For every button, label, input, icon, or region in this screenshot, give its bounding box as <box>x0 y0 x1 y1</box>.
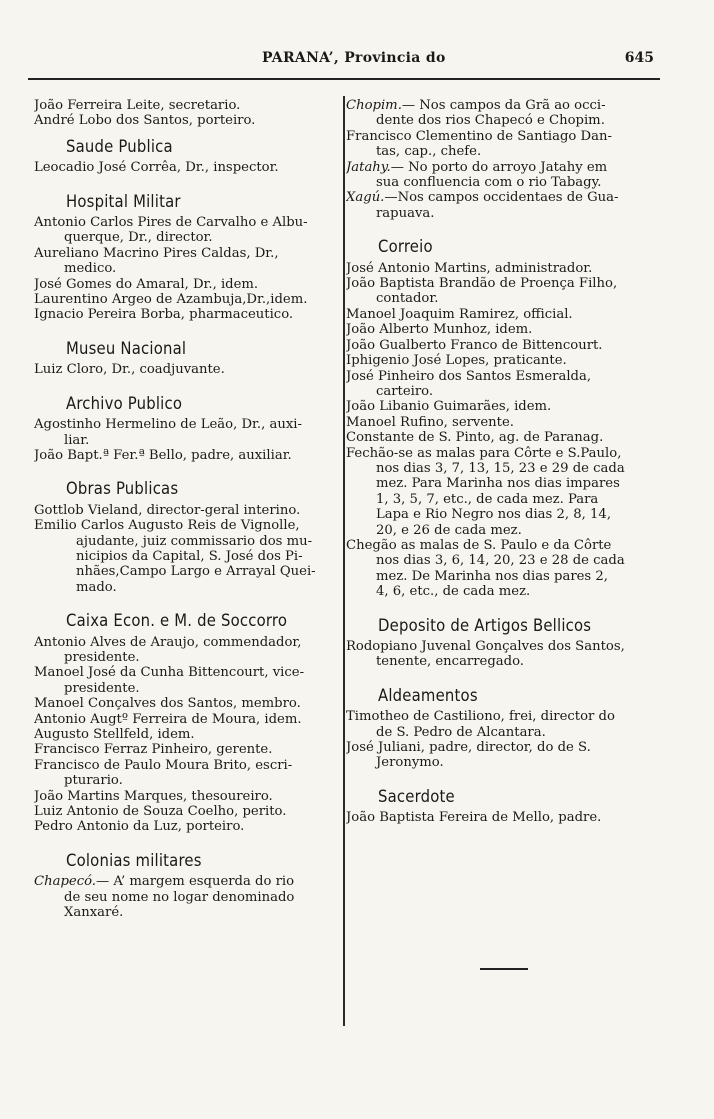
text-line: Francisco de Paulo Moura Brito, escri- <box>34 757 293 773</box>
text-line: Manoel Joaquim Ramirez, official. <box>346 306 573 322</box>
text-line: Emilio Carlos Augusto Reis de Vignolle, <box>34 518 300 534</box>
text-line <box>34 874 336 889</box>
text-line: tenente, encarregado. <box>376 654 524 670</box>
text-line: nos dias 3, 7, 13, 15, 23 e 29 de cada <box>376 460 625 476</box>
header-rule <box>28 78 660 80</box>
end-rule <box>480 968 528 970</box>
text-line: presidente. <box>64 649 140 665</box>
place-description: — No porto do arroyo Jatahy em <box>390 159 608 175</box>
text-line: Chegão as malas de S. Paulo e da Côrte <box>346 537 612 553</box>
place-description: — Nos campos da Grã ao occi- <box>401 98 606 113</box>
text-line: Pedro Antonio da Luz, porteiro. <box>34 819 245 835</box>
text-line: mez. De Marinha nos dias pares 2, <box>376 568 608 584</box>
section-heading: Caixa Econ. e M. de Soccorro <box>66 611 288 631</box>
text-line: de S. Pedro de Alcantara. <box>376 724 546 740</box>
text-line: 20, e 26 de cada mez. <box>376 522 522 538</box>
text-line: José Antonio Martins, administrador. <box>346 260 593 276</box>
text-line: 4, 6, etc., de cada mez. <box>376 584 531 600</box>
text-line: José Gomes do Amaral, Dr., idem. <box>34 276 259 292</box>
text-line: ajudante, juiz commissario dos mu- <box>76 533 313 549</box>
right-column <box>346 98 658 826</box>
text-line: Luiz Cloro, Dr., coadjuvante. <box>34 362 225 378</box>
text-line: sua confluencia com o rio Tabagy. <box>376 175 602 191</box>
text-line: Manoel Conçalves dos Santos, membro. <box>34 696 301 712</box>
text-line: João Martins Marques, thesoureiro. <box>34 788 273 804</box>
text-line <box>346 98 658 113</box>
text-line: Antonio Alves de Araujo, commendador, <box>34 634 302 650</box>
text-line: nicipios da Capital, S. José dos Pi- <box>76 548 303 564</box>
text-line: mado. <box>76 579 117 595</box>
place-name: Jatahy. <box>346 159 391 175</box>
text-line: Iphigenio José Lopes, praticante. <box>346 353 567 369</box>
text-line: Francisco Ferraz Pinheiro, gerente. <box>34 742 273 758</box>
text-line: Augusto Stellfeld, idem. <box>34 727 195 742</box>
text-line: nos dias 3, 6, 14, 20, 23 e 28 de cada <box>376 553 625 569</box>
section-heading: Colonias militares <box>66 850 202 870</box>
text-line: João Bapt.ª Fer.ª Bello, padre, auxiliar. <box>34 447 292 463</box>
text-line: Antonio Augtº Ferreira de Moura, idem. <box>34 711 302 727</box>
section-heading: Archivo Publico <box>66 393 183 413</box>
text-line: Aureliano Macrino Pires Caldas, Dr., <box>34 245 279 261</box>
section-heading: Deposito de Artigos Bellicos <box>378 615 592 635</box>
text-line: Luiz Antonio de Souza Coelho, perito. <box>34 804 287 820</box>
left-column <box>34 98 336 920</box>
text-line: Xanxaré. <box>64 905 124 921</box>
text-line: Rodopiano Juvenal Gonçalves dos Santos, <box>346 639 625 654</box>
text-line: pturario. <box>64 773 123 789</box>
section-heading: Hospital Militar <box>66 191 181 211</box>
text-line: Laurentino Argeo de Azambuja,Dr.,idem. <box>34 292 308 308</box>
section-heading: Sacerdote <box>378 786 455 806</box>
text-line: José Juliani, padre, director, do de S. <box>346 740 591 756</box>
text-line: José Pinheiro dos Santos Esmeralda, <box>346 368 592 384</box>
text-line: tas, cap., chefe. <box>376 144 482 160</box>
section-heading: Saude Publica <box>66 136 173 156</box>
page-title: PARANA’, Provincia do <box>262 50 446 66</box>
text-line: contador. <box>376 291 439 307</box>
section-heading: Museu Nacional <box>66 338 187 358</box>
text-line: de seu nome no logar denominado <box>64 889 295 905</box>
text-line: rapuava. <box>376 205 435 221</box>
column-divider <box>343 96 345 1026</box>
text-line: André Lobo dos Santos, porteiro. <box>34 113 256 129</box>
text-line: João Gualberto Franco de Bittencourt. <box>346 337 603 353</box>
text-line: presidente. <box>64 680 140 696</box>
text-line <box>346 160 658 175</box>
text-line: Gottlob Vieland, director-geral interino. <box>34 502 301 518</box>
text-line: Francisco Clementino de Santiago Dan- <box>346 128 612 144</box>
text-line: João Ferreira Leite, secretario. <box>34 98 241 113</box>
text-line: Lapa e Rio Negro nos dias 2, 8, 14, <box>376 507 612 523</box>
text-line <box>346 190 658 205</box>
text-line: Ignacio Pereira Borba, pharmaceutico. <box>34 307 294 323</box>
section-heading: Obras Publicas <box>66 479 179 499</box>
text-line: nhães,Campo Largo e Arrayal Quei- <box>76 564 316 580</box>
text-line: querque, Dr., director. <box>64 230 213 246</box>
place-description: — A’ margem esquerda do rio <box>95 874 295 890</box>
section-heading: Correio <box>378 237 433 257</box>
text-line: João Libanio Guimarães, idem. <box>346 399 552 415</box>
page-number: 645 <box>624 50 654 66</box>
text-line: Manoel José da Cunha Bittencourt, vice- <box>34 665 305 681</box>
text-line: carteiro. <box>376 383 434 399</box>
text-line: 1, 3, 5, 7, etc., de cada mez. Para <box>376 491 599 507</box>
text-line: liar. <box>64 432 90 448</box>
text-line: Antonio Carlos Pires de Carvalho e Albu- <box>34 215 308 231</box>
text-line: Agostinho Hermelino de Leão, Dr., auxi- <box>34 417 302 433</box>
place-description: —Nos campos occidentaes de Gua- <box>384 190 619 206</box>
text-line: mez. Para Marinha nos dias impares <box>376 476 620 492</box>
text-line: Jeronymo. <box>376 755 444 771</box>
place-name: Xagú. <box>346 190 385 206</box>
text-line: Constante de S. Pinto, ag. de Paranag. <box>346 430 604 446</box>
text-line: João Baptista Brandão de Proença Filho, <box>346 276 618 292</box>
text-line: João Alberto Munhoz, idem. <box>346 322 533 338</box>
page-header <box>30 50 664 72</box>
section-heading: Aldeamentos <box>378 685 478 705</box>
place-name: Chapecó. <box>34 874 96 890</box>
text-line: dente dos rios Chapecó e Chopim. <box>376 113 605 129</box>
text-line: Manoel Rufino, servente. <box>346 414 514 430</box>
text-line: Timotheo de Castiliono, frei, director do <box>346 709 615 725</box>
text-line: medico. <box>64 261 117 277</box>
text-line: João Baptista Fereira de Mello, padre. <box>346 810 602 826</box>
text-line: Leocadio José Corrêa, Dr., inspector. <box>34 160 279 176</box>
text-line: Fechão-se as malas para Côrte e S.Paulo, <box>346 445 622 461</box>
place-name: Chopim. <box>346 98 402 113</box>
